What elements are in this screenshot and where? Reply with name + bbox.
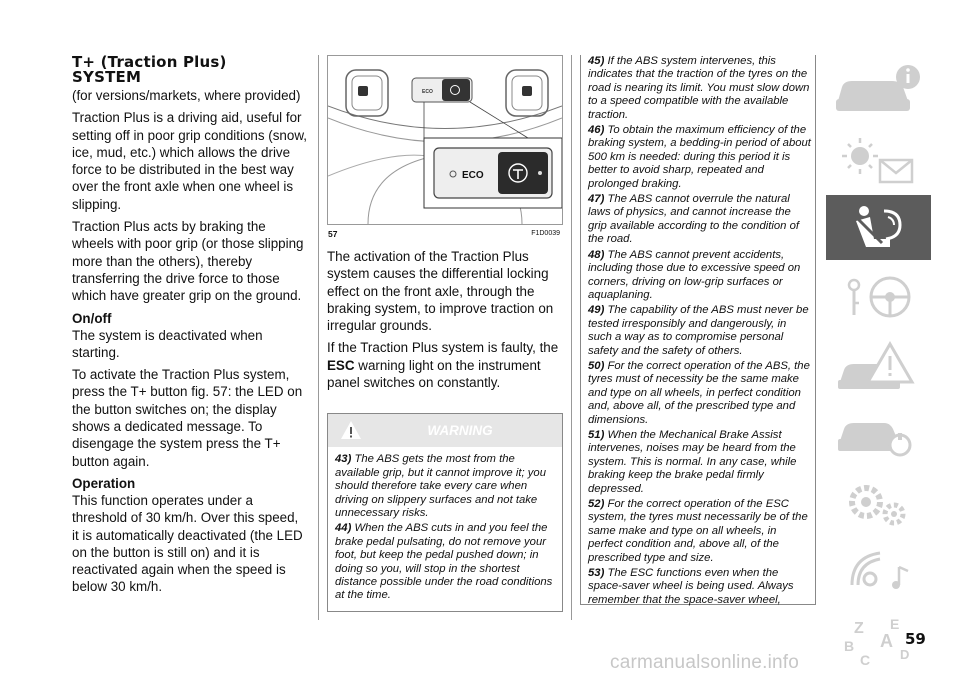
operation-heading: Operation (72, 475, 136, 491)
warning-header (328, 414, 562, 447)
note-number: 47) (588, 193, 605, 206)
note-text: The ABS gets the most from the available grip, but it cannot improve it; you should therefore take every care when driving on slippery surfaces and not take unnecessary risks. (335, 453, 546, 519)
eco-label: ECO (462, 170, 484, 181)
note-item (588, 360, 811, 427)
note-text: The capability of the ABS must never be tested irresponsibly and dangerously, in such a way as to compromise personal safety and the safety of others. (588, 304, 809, 357)
column-right (580, 55, 816, 605)
note-item (588, 429, 811, 496)
index-letter: D (900, 647, 910, 663)
index-letter: E (890, 616, 900, 633)
note-item (588, 498, 811, 565)
column-separator (318, 55, 319, 620)
note-text: The ABS cannot overrule the natural laws of physics, and cannot increase the grip available according to the condition of the road. (588, 193, 800, 246)
index-letter: B (844, 638, 855, 655)
column-left (72, 55, 308, 601)
note-item (588, 249, 811, 303)
watermark: carmanualsonline.info (610, 652, 800, 673)
seatbelt-airbag-icon (826, 195, 931, 260)
operation-paragraph: This function operates under a threshold of 30 km/h. Over this speed, it is automatically deactivated (the LED on the button is still on) and it is reactivated again when the speed is below 30 km/h. (72, 492, 303, 595)
figure-code: F1D0039 (531, 230, 560, 237)
note-text: When the Mechanical Brake Assist intervenes, noises may be heard from the system. This is normal. In any case, while braking keep the brake pedal firmly depressed. (588, 428, 797, 495)
note-number: 46) (588, 124, 605, 137)
note-number: 53) (588, 567, 605, 580)
note-item (588, 304, 811, 358)
lights-message-icon (826, 126, 931, 191)
note-number: 51) (588, 428, 605, 441)
tab-maintenance[interactable] (826, 401, 931, 466)
warning-note (335, 522, 558, 602)
note-text: For the correct operation of the ABS, the tyres must of necessity be the same make and type on all wheels, in perfect condition and, above all, of the prescribed type and dimensions. (588, 359, 810, 426)
tab-safety[interactable] (826, 195, 931, 260)
note-item (588, 124, 811, 191)
note-number: 49) (588, 304, 605, 317)
onoff-heading: On/off (72, 310, 112, 326)
column-separator (571, 55, 572, 620)
fault-paragraph (327, 339, 563, 391)
key-steering-icon (826, 263, 931, 328)
index-letter: Z (854, 620, 864, 638)
traction-button-illustration (328, 56, 562, 224)
note-item (588, 55, 811, 122)
note-text: For the correct operation of the ESC system, the tyres must necessarily be of the same make and type on all wheels, in perfect condition and, above all, of the prescribed type and size. (588, 498, 808, 564)
page-number: 59 (905, 630, 926, 648)
car-info-icon (826, 57, 931, 122)
index-letter: A (880, 631, 893, 652)
tab-multimedia[interactable] (826, 539, 931, 604)
note-text: When the ABS cuts in and you feel the brake pedal pulsating, do not remove your foot, but keep the pedal pushed down; in doing so you, will stop in the shortest distance possible under the road conditions at the time. (335, 522, 553, 602)
note-text: If the ABS system intervenes, this indicates that the traction of the tyres on the road is nearing its limit. You must slow down to a speed compatible with the available traction. (588, 55, 810, 121)
note-number: 52) (588, 498, 605, 510)
tab-emergency[interactable] (826, 332, 931, 397)
tab-lights-message[interactable] (826, 126, 931, 191)
fault-text-post: warning light on the instrument panel switches on constantly. (327, 357, 541, 391)
note-number: 43) (335, 453, 352, 466)
multimedia-icon (826, 539, 931, 604)
figure-caption (327, 226, 563, 242)
column-middle (327, 55, 563, 612)
note-text: The ESC functions even when the space-saver wheel is being used. Always remember that the space-saver wheel, (588, 567, 794, 606)
tab-starting-driving[interactable] (826, 263, 931, 328)
note-number: 50) (588, 359, 605, 372)
gears-icon (826, 470, 931, 535)
warning-box (327, 413, 563, 611)
note-number: 44) (335, 522, 352, 535)
figure-57 (327, 55, 563, 225)
section-title (72, 55, 308, 85)
eco-label-small: ECO (422, 89, 433, 95)
note-number: 45) (588, 55, 605, 67)
onoff-paragraph-1: The system is deactivated when starting. (72, 327, 263, 360)
note-number: 48) (588, 248, 605, 261)
note-item (588, 193, 811, 247)
note-text: The ABS cannot prevent accidents, including those due to excessive speed on corners, driving on low-grip surfaces or aquaplaning. (588, 248, 801, 301)
vent-icon (358, 86, 368, 96)
notes-box (580, 55, 816, 605)
intro-paragraph-3: Traction Plus acts by braking the wheels with poor grip (or those slipping more than the others), thereby transferring the drive force to those which have greater grip on the ground. (72, 219, 304, 304)
warning-triangle-car-icon (826, 332, 931, 397)
maintenance-car-icon (826, 401, 931, 466)
index-letter: C (860, 652, 871, 669)
intro-paragraph-2: Traction Plus is a driving aid, useful for setting off in poor grip conditions (snow, ice, mud, etc.) which allows the drive force to be distributed in the best way over the front axle when one wheel is slipping. (72, 110, 307, 212)
activation-paragraph: The activation of the Traction Plus system causes the differential locking effect on the front axle, through the braking system, to improve traction on irregular grounds. (327, 249, 554, 334)
section-title-line1: T+ (Traction Plus) (72, 53, 227, 71)
intro-paragraph-1: (for versions/markets, where provided) (72, 88, 301, 103)
fault-text-pre: If the Traction Plus system is faulty, the (327, 340, 559, 356)
onoff-paragraph-2: To activate the Traction Plus system, press the T+ button fig. 57: the LED on the button switches on; the display shows a dedicated message. To disengage the system press the T+ button again. (72, 367, 303, 469)
tab-technical-data[interactable] (826, 470, 931, 535)
chapter-tabs (826, 57, 931, 676)
tab-car-info[interactable] (826, 57, 931, 122)
note-item (588, 567, 811, 607)
esc-label: ESC (327, 357, 355, 373)
section-title-line2: SYSTEM (72, 68, 142, 86)
warning-heading: WARNING (427, 423, 493, 439)
note-text: To obtain the maximum efficiency of the braking system, a bedding-in period of about 500 km is needed: during this period it is better to avoid sharp, repeated and prolonged braking. (588, 124, 811, 190)
warning-body (328, 447, 562, 610)
figure-number: 57 (328, 229, 338, 239)
warning-note (335, 453, 558, 520)
